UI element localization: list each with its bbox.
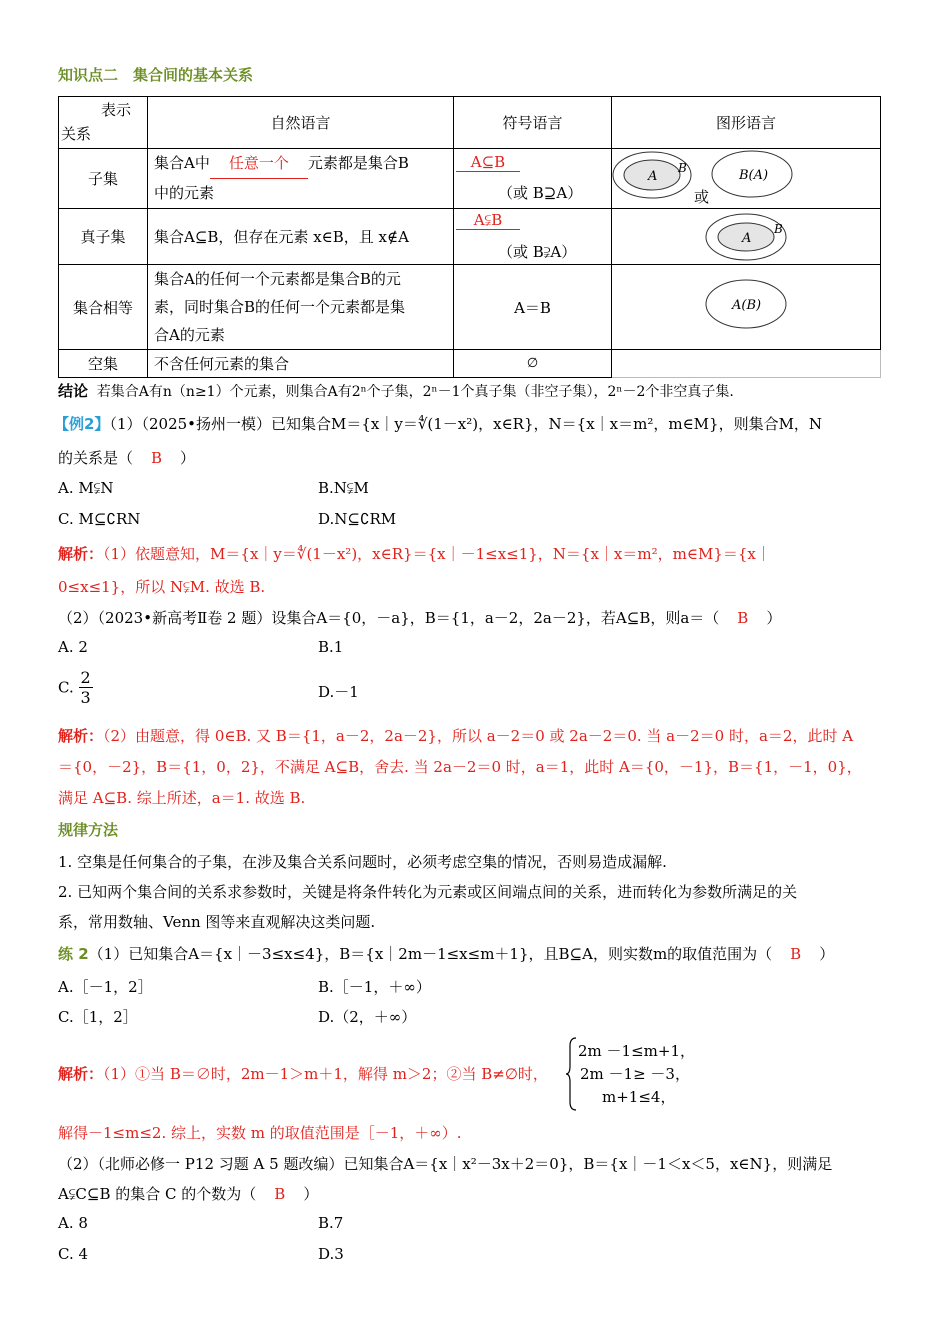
system-eq1: 2m －1≤m+1， <box>578 1042 695 1060</box>
table-corner-cell <box>59 97 148 149</box>
row-natural-proper-subset: 集合A⊆B，但存在元素 x∈B，且 x∉A <box>148 209 454 265</box>
row-symbol-equal: A＝B <box>454 265 612 350</box>
proper-subset-venn-diagram <box>612 209 868 265</box>
answer-blank: 任意一个 <box>210 149 308 179</box>
row-name-equal: 集合相等 <box>59 265 148 350</box>
row-symbol-subset <box>454 149 612 209</box>
equal-venn-diagram <box>612 265 868 349</box>
p2-option-d: D.3 <box>318 1245 344 1263</box>
label-b: B <box>774 222 783 236</box>
example2-q2: （2）（2023•新高考Ⅱ卷 2 题）设集合A＝{0，－a}，B＝{1，a－2，2a－2}，若A⊆B，则a＝（ B ） <box>58 609 782 627</box>
row-symbol-empty: ∅ <box>454 350 612 378</box>
solution1-line2: 0≤x≤1}，所以 N⫋M. 故选 B. <box>58 578 266 596</box>
p-solution1: 解析：（1）①当 B＝∅时，2m－1＞m＋1，解得 m＞2；②当 B≠∅时， <box>58 1065 548 1083</box>
answer: B <box>790 945 802 963</box>
row-name-empty: 空集 <box>59 350 148 378</box>
header-symbol: 符号语言 <box>454 97 612 149</box>
graph-or: 或 <box>694 188 710 206</box>
practice2-q2-line1: （2）（北师必修一 P12 习题 A 5 题改编）已知集合A＝{x｜x²－3x＋2＝0}，B＝{x｜－1＜x＜5，x∈N}，则满足 <box>58 1155 833 1173</box>
q2-option-b: B.1 <box>318 638 344 656</box>
example-label: 【例2】 <box>54 415 110 433</box>
label-a: A <box>742 231 752 246</box>
method-title: 规律方法 <box>58 821 119 839</box>
q2-option-c: C. $\frac{2}{3}$ <box>58 668 91 707</box>
p-option-c: C.［1，2］ <box>58 1008 138 1026</box>
answer: B <box>151 449 163 467</box>
option-c: C. M⊆∁RN <box>58 510 141 528</box>
option-a: A. M⫋N <box>58 479 114 497</box>
label-ab: A(B) <box>732 298 762 313</box>
answer: B <box>274 1185 286 1203</box>
method-item2-line1: 2. 已知两个集合间的关系求参数时，关键是将条件转化为元素或区间端点间的关系，进而转化为参数所满足的关 <box>58 883 798 901</box>
conclusion-text: 若集合A有n（n≥1）个元素，则集合A有2ⁿ个子集，2ⁿ－1个真子集（非空子集），2ⁿ－2个非空真子集. <box>96 384 734 400</box>
corner-top: 表示 <box>100 101 131 119</box>
section-heading: 知识点二 集合间的基本关系 <box>58 66 254 84</box>
option-b: B.N⫋M <box>318 479 369 497</box>
p-option-b: B.［－1，＋∞） <box>318 978 431 996</box>
symbol-alt: （或 B⊇A） <box>498 184 583 202</box>
system-eq2: 2m －1≥ －3， <box>580 1065 690 1083</box>
row-symbol-proper-subset <box>454 209 612 265</box>
method-item1: 1. 空集是任何集合的子集，在涉及集合关系问题时，必须考虑空集的情况，否则易造成漏解. <box>58 853 667 871</box>
relation-table <box>58 96 881 378</box>
p-solution1-line2: 解得－1≤m≤2. 综上，实数 m 的取值范围是［－1，＋∞）. <box>58 1124 462 1142</box>
row-natural-subset: 集合A中 任意一个 元素都是集合B 中的元素 <box>148 149 454 209</box>
label-a: A <box>648 169 658 184</box>
corner-bottom: 关系 <box>61 125 92 143</box>
row-graph-subset <box>612 149 881 209</box>
answer: B <box>737 609 749 627</box>
p2-option-a: A. 8 <box>58 1214 88 1232</box>
system-eq3: m+1≤4， <box>602 1088 676 1106</box>
option-d: D.N⊆∁RM <box>318 510 397 528</box>
system-brace <box>564 1036 578 1112</box>
fraction: $\frac{2}{3}$ <box>80 668 91 707</box>
example2-q1-line1: 【例2】（1）（2025•扬州一模）已知集合M＝{x｜y＝∜(1－x²)，x∈R}，N＝{x｜x＝m²，m∈M}，则集合M，N <box>54 415 823 433</box>
solution2-line3: 满足 A⊆B. 综上所述，a＝1. 故选 B. <box>58 789 306 807</box>
p2-option-c: C. 4 <box>58 1245 89 1263</box>
row-natural-equal: 集合A的任何一个元素都是集合B的元 素，同时集合B的任何一个元素都是集 合A的元素 <box>148 265 454 350</box>
symbol-main: A⫋B <box>456 211 520 230</box>
practice-label: 练 2 <box>58 945 89 963</box>
practice2-q1: 练 2（1）已知集合A＝{x｜－3≤x≤4}，B＝{x｜2m－1≤x≤m＋1}，且B⊆A，则实数m的取值范围为（ B ） <box>58 945 835 963</box>
row-natural-empty: 不含任何元素的集合 <box>148 350 454 378</box>
row-name-subset: 子集 <box>59 149 148 209</box>
solution1-line1: 解析：（1）依题意知，M＝{x｜y＝∜(1－x²)，x∈R}＝{x｜－1≤x≤1}，N＝{x｜x＝m²，m∈M}＝{x｜ <box>58 545 771 563</box>
q2-option-a: A. 2 <box>58 638 88 656</box>
row-graph-proper-subset <box>612 209 881 265</box>
row-graph-empty <box>612 350 881 378</box>
header-graph: 图形语言 <box>612 97 881 149</box>
symbol-main: A⊆B <box>456 153 520 172</box>
p-option-a: A.［－1，2］ <box>58 978 153 996</box>
conclusion-label: 结论 <box>58 382 89 400</box>
p2-option-b: B.7 <box>318 1214 344 1232</box>
example2-q1-line2: 的关系是（ B ） <box>58 449 196 467</box>
subset-venn-diagram <box>612 149 868 207</box>
row-name-proper-subset: 真子集 <box>59 209 148 265</box>
symbol-alt: （或 B⫌A） <box>498 243 577 261</box>
conclusion <box>58 380 734 401</box>
label-b: B <box>678 161 687 175</box>
q2-option-d: D.－1 <box>318 683 359 701</box>
solution2-line1: 解析：（2）由题意，得 0∈B. 又 B＝{1，a－2，2a－2}，所以 a－2＝0 或 2a－2＝0. 当 a－2＝0 时，a＝2，此时 A <box>58 727 854 745</box>
method-item2-line2: 系，常用数轴、Venn 图等来直观解决这类问题. <box>58 913 376 931</box>
label-ba: B(A) <box>739 168 769 183</box>
row-graph-equal <box>612 265 881 350</box>
header-natural: 自然语言 <box>148 97 454 149</box>
practice2-q2-line2: A⫋C⊆B 的集合 C 的个数为（ B ） <box>58 1185 319 1203</box>
p-option-d: D.（2，＋∞） <box>318 1008 417 1026</box>
solution2-line2: ＝{0，－2}，B＝{1，0，2}，不满足 A⊆B，舍去. 当 2a－2＝0 时，a＝1，此时 A＝{0，－1}，B＝{1，－1，0}， <box>58 758 862 776</box>
